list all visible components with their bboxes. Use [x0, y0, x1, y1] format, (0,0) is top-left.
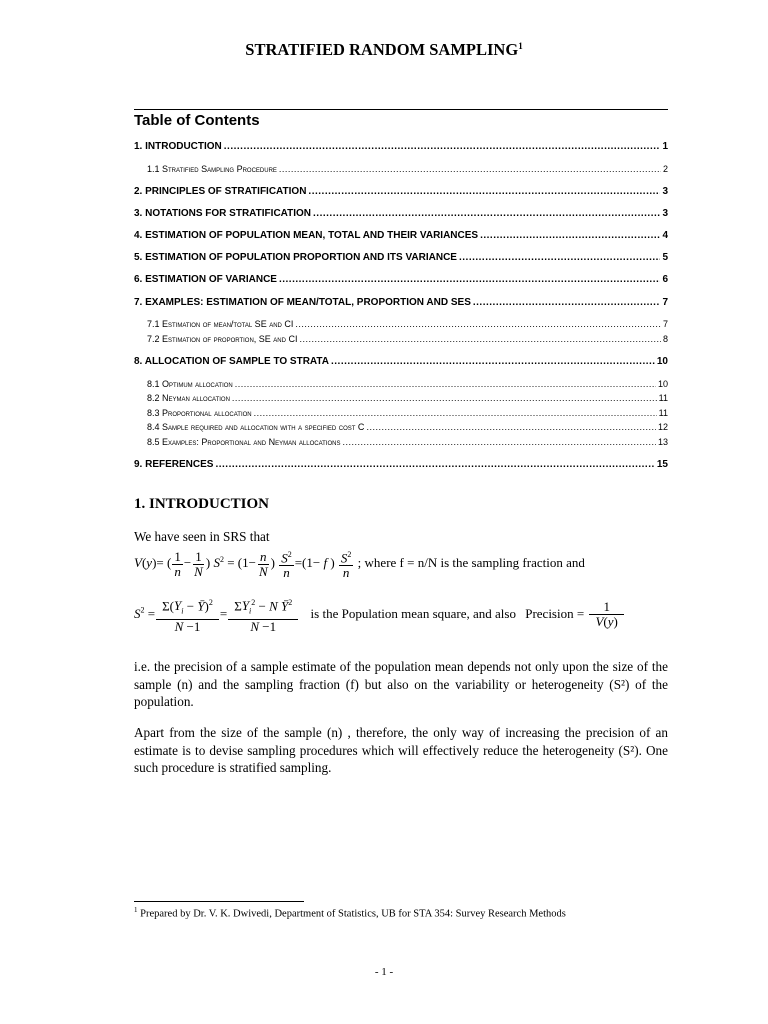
toc-entry[interactable] — [134, 230, 668, 242]
toc-entry-label: 2. PRINCIPLES OF STRATIFICATION — [134, 186, 307, 197]
toc-leader-dots — [313, 208, 660, 220]
toc-entry-page: 1 — [662, 141, 668, 152]
toc-entry-label: 6. ESTIMATION OF VARIANCE — [134, 274, 277, 285]
toc-entry-label: 1.1 Stratified Sampling Procedure — [147, 164, 277, 174]
toc-entry-page: 11 — [658, 393, 668, 403]
toc-entry[interactable] — [147, 163, 668, 175]
toc-entry-label: 9. REFERENCES — [134, 459, 214, 470]
title-footnote-mark: 1 — [518, 41, 523, 51]
toc-entry-page: 8 — [662, 334, 668, 344]
paragraph-precision: i.e. the precision of a sample estimate of the population mean depends not only upon the size of the sample (n) and the sampling fraction (f) but also on the variability or heterogeneity (S²) of the population. — [134, 659, 668, 709]
toc-entry[interactable] — [147, 378, 668, 390]
document-title-text: STRATIFIED RANDOM SAMPLING — [245, 40, 519, 59]
footnote-rule — [134, 901, 304, 902]
toc-entry[interactable] — [134, 356, 668, 368]
toc-entry-label: 8.5 Examples: Proportional and Neyman allocations — [147, 437, 341, 447]
toc-entry-page: 10 — [656, 356, 668, 367]
toc-leader-dots — [295, 318, 661, 330]
toc-entry[interactable] — [134, 459, 668, 471]
eq2-middle-text: is the Population mean square, and also — [310, 605, 516, 621]
toc-entry-page: 6 — [662, 274, 668, 285]
toc-entry-page: 3 — [662, 186, 668, 197]
toc-leader-dots — [232, 392, 657, 404]
toc-entry-page: 7 — [662, 319, 668, 329]
toc-entry[interactable] — [134, 208, 668, 220]
toc-entry[interactable] — [134, 274, 668, 286]
toc-entry-page: 11 — [658, 408, 668, 418]
intro-line: We have seen in SRS that — [134, 529, 270, 544]
toc-leader-dots — [343, 436, 656, 448]
toc-entry[interactable] — [147, 392, 668, 404]
document-title — [0, 40, 768, 60]
toc-top-rule — [134, 109, 668, 110]
toc-entry-page: 15 — [656, 459, 668, 470]
paragraph-stratified: Apart from the size of the sample (n) , therefore, the only way of increasing the precision of an estimate is to devise sampling procedures which will effectively reduce the heterogeneity (S²). One such procedure is stratified sampling. — [134, 725, 668, 775]
toc-leader-dots — [254, 407, 657, 419]
toc-leader-dots — [279, 274, 660, 286]
section-heading-introduction: 1. INTRODUCTION — [134, 496, 270, 512]
toc-leader-dots — [279, 163, 661, 175]
toc-leader-dots — [235, 378, 656, 390]
toc-entry-label: 4. ESTIMATION OF POPULATION MEAN, TOTAL AND THEIR VARIANCES — [134, 230, 479, 241]
toc-entry-label: 7.2 Estimation of proportion, SE and CI — [147, 334, 298, 344]
toc-entry-page: 13 — [657, 437, 668, 447]
toc-entry-page: 2 — [662, 164, 668, 174]
toc-entry[interactable] — [147, 407, 668, 419]
toc-entry-label: 3. NOTATIONS FOR STRATIFICATION — [134, 208, 312, 219]
toc-leader-dots — [299, 333, 661, 345]
toc-entry[interactable] — [134, 186, 668, 198]
toc-entry[interactable] — [134, 252, 668, 264]
toc-entry-page: 7 — [662, 297, 668, 308]
toc-entry-label: 7. EXAMPLES: ESTIMATION OF MEAN/TOTAL, PROPORTION AND SES — [134, 297, 471, 308]
toc-entry-page: 5 — [662, 252, 668, 263]
variance-equation: V(y)= ( $\frac{1}{n}$ − $\frac{1}{N}$ ) $S^2 = (1-$ $\frac{n}{N}$ ) $\frac{S^2}{n}$ =(1− f ) $\frac{S^2}{n}$ ; where f = n/N is the sampling fraction and — [134, 548, 585, 581]
toc-entry-label: 1. INTRODUCTION — [134, 141, 222, 152]
toc-entry-label: 8. ALLOCATION OF SAMPLE TO STRATA — [134, 356, 329, 367]
footnote-mark: 1 — [134, 906, 138, 914]
toc-leader-dots — [215, 459, 654, 471]
toc-entry-page: 10 — [657, 379, 668, 389]
footnote-text: Prepared by Dr. V. K. Dwivedi, Department of Statistics, UB for STA 354: Survey Research Methods — [140, 908, 566, 920]
precision-label: Precision = — [525, 605, 585, 621]
toc-entry[interactable] — [134, 141, 668, 153]
toc-entry[interactable] — [134, 297, 668, 309]
toc-entry-label: 8.2 Neyman allocation — [147, 393, 230, 403]
toc-entry-label: 8.3 Proportional allocation — [147, 408, 252, 418]
toc-leader-dots — [366, 421, 656, 433]
toc-heading: Table of Contents — [134, 112, 260, 129]
toc-leader-dots — [308, 186, 660, 198]
toc-leader-dots — [459, 252, 660, 264]
toc-entry[interactable] — [147, 436, 668, 448]
toc-entry[interactable] — [147, 333, 668, 345]
toc-entry-label: 8.4 Sample required and allocation with a specified cost C — [147, 422, 365, 432]
toc-leader-dots — [480, 230, 660, 242]
toc-entry-page: 12 — [657, 422, 668, 432]
toc-entry-label: 7.1 Estimation of mean/total SE and CI — [147, 319, 294, 329]
toc-entry[interactable] — [147, 421, 668, 433]
toc-leader-dots — [224, 141, 661, 153]
toc-entry-page: 3 — [662, 208, 668, 219]
page-number: - 1 - — [374, 966, 394, 978]
toc-entry[interactable] — [147, 318, 668, 330]
toc-entry-label: 5. ESTIMATION OF POPULATION PROPORTION AND ITS VARIANCE — [134, 252, 457, 263]
toc-entry-label: 8.1 Optimum allocation — [147, 379, 233, 389]
toc-leader-dots — [473, 297, 661, 309]
mean-square-equation: $S^2$ = $\frac{\Sigma(Y_i - Ȳ)^2}{N -1}$ = $\frac{\Sigma Y_i^2 - N Ȳ^2}{N -1}$ is the Population mean square, and also Precision = $\frac{1}{V(y)}$ — [134, 596, 625, 634]
eq1-suffix-text: ; where f = n/N is the sampling fraction and — [357, 555, 585, 571]
footnote — [134, 906, 566, 920]
toc-leader-dots — [331, 356, 655, 368]
toc-entry-page: 4 — [662, 230, 668, 241]
